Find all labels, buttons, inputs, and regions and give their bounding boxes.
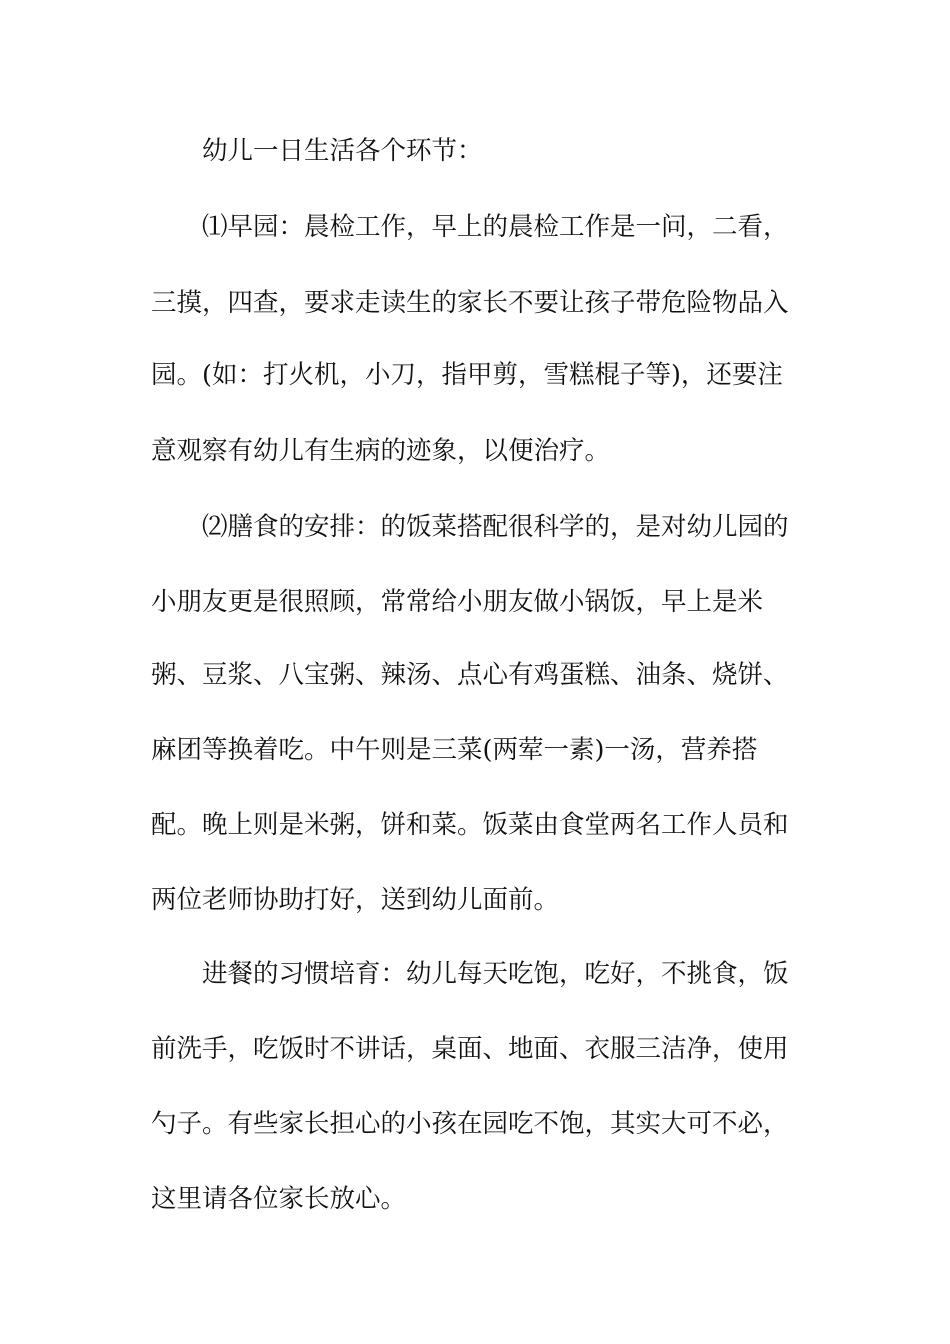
paragraph-line: 前洗手，吃饭时不讲话，桌面、地面、衣服三洁净，使用 [151,1034,789,1064]
paragraph-line: 三摸，四查，要求走读生的家长不要让孩子带危险物品入 [151,288,789,318]
heading-line: 幼儿一日生活各个环节： [202,136,483,166]
paragraph-line: 进餐的习惯培育：幼儿每天吃饱，吃好，不挑食，饭 [202,959,789,989]
paragraph-line: 配。晚上则是米粥，饼和菜。饭菜由食堂两名工作人员和 [151,810,789,840]
paragraph-line: ⑵膳食的安排：的饭菜搭配很科学的，是对幼儿园的 [202,512,789,542]
paragraph-line: 粥、豆浆、八宝粥、辣汤、点心有鸡蛋糕、油条、烧饼、 [151,660,789,690]
paragraph-line: 园。(如：打火机，小刀，指甲剪，雪糕棍子等)，还要注 [151,360,783,390]
paragraph-line: 这里请各位家长放心。 [151,1184,407,1214]
paragraph-line: 勺子。有些家长担心的小孩在园吃不饱，其实大可不必， [151,1109,789,1139]
paragraph-line: 两位老师协助打好，送到幼儿面前。 [151,885,560,915]
paragraph-line: 麻团等换着吃。中午则是三菜(两荤一素)一汤，营养搭 [151,735,758,765]
paragraph-line: 意观察有幼儿有生病的迹象，以便治疗。 [151,436,611,466]
paragraph-line: ⑴早园：晨检工作，早上的晨检工作是一问，二看， [202,212,789,242]
paragraph-line: 小朋友更是很照顾，常常给小朋友做小锅饭，早上是米 [151,587,764,617]
